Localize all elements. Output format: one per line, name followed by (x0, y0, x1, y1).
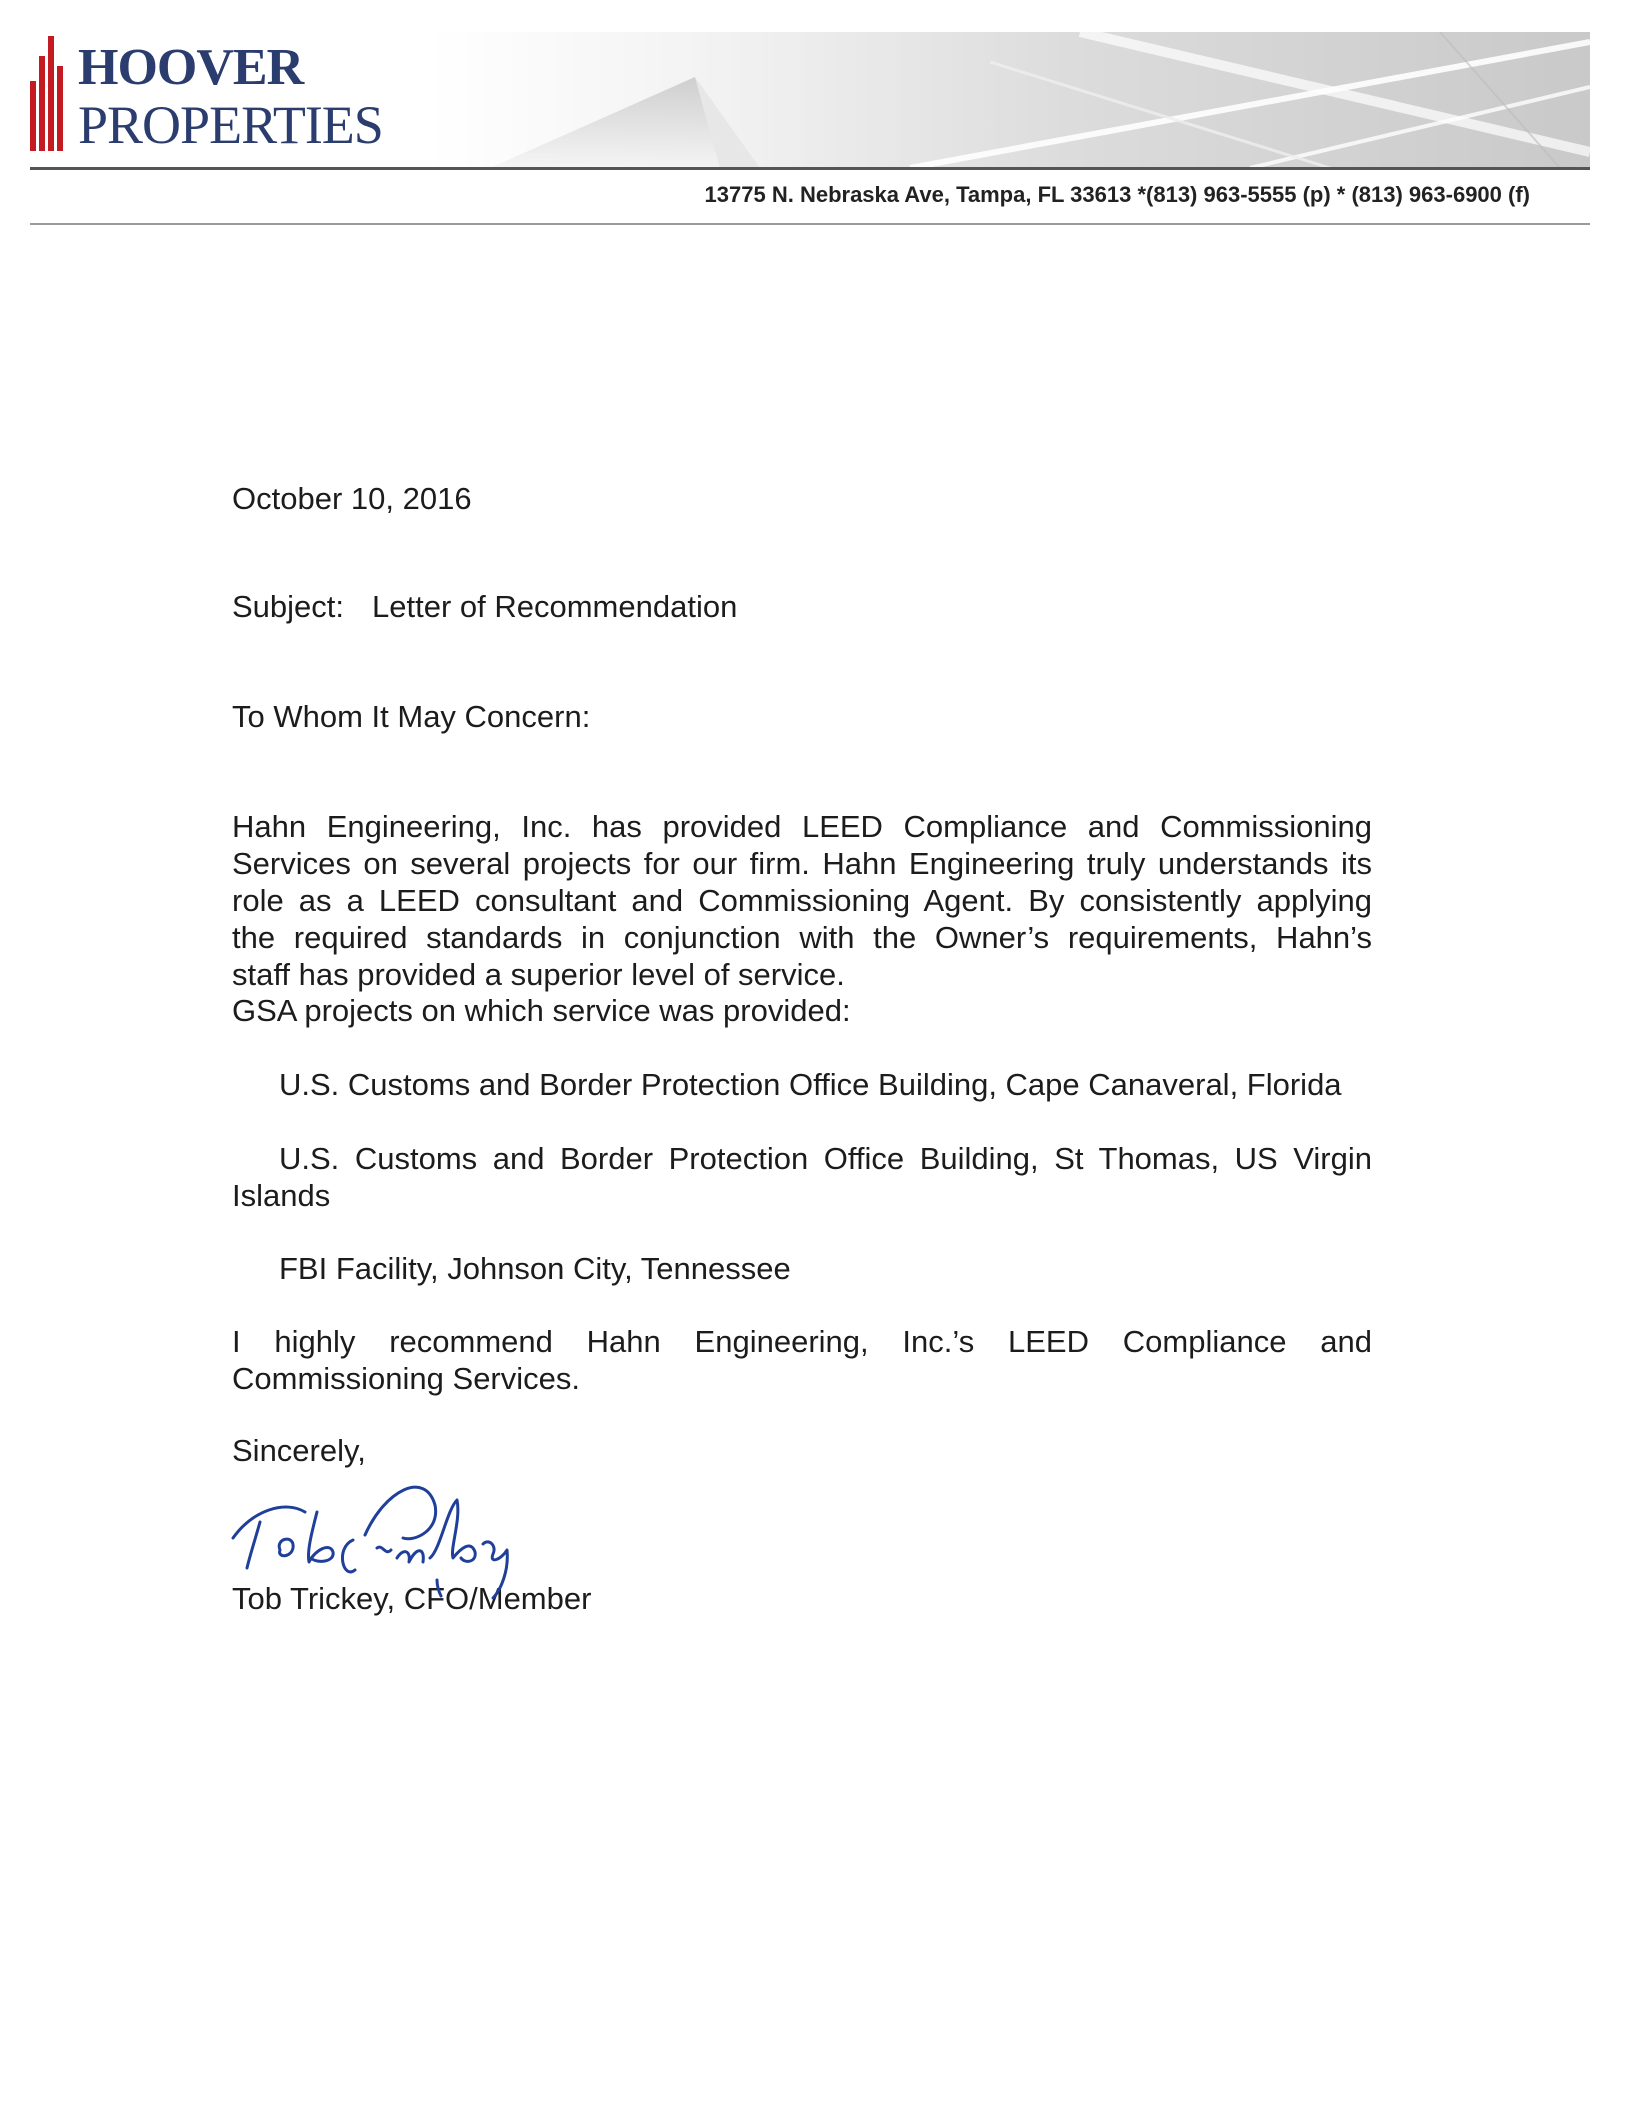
header-divider-bottom (30, 223, 1590, 225)
recommendation-line: Commissioning Services. (232, 1361, 580, 1396)
project-item: FBI Facility, Johnson City, Tennessee (279, 1251, 791, 1286)
paragraph-line: Hahn Engineering, Inc. has provided LEED Compliance and Commissioning (232, 809, 1372, 844)
letterhead (30, 30, 1590, 230)
letterhead-banner-graphic (430, 32, 1590, 168)
subject-label: Subject: (232, 589, 345, 624)
recommendation-paragraph (232, 1323, 1372, 1397)
paragraph-line: the required standards in conjunction with the Owner’s requirements, Hahn’s (232, 920, 1372, 955)
project-item: U.S. Customs and Border Protection Office Building, Cape Canaveral, Florida (279, 1067, 1342, 1102)
company-logo (30, 36, 390, 186)
subject-text: Letter of Recommendation (372, 589, 738, 624)
header-divider-top (30, 167, 1590, 170)
closing: Sincerely, (232, 1433, 366, 1468)
signer-name: Tob Trickey, CFO/Member (232, 1581, 592, 1616)
company-address: 13775 N. Nebraska Ave, Tampa, FL 33613 *(813) 963-5555 (p) * (813) 963-6900 (f) (704, 182, 1530, 207)
salutation: To Whom It May Concern: (232, 699, 591, 734)
project-item: U.S. Customs and Border Protection Office Building, St Thomas, US Virgin Islands (232, 1141, 1372, 1213)
logo-text-line1: HOOVER (78, 39, 304, 96)
letter-subject-line (232, 588, 1372, 625)
paragraph-line: Services on several projects for our firm. Hahn Engineering truly understands its (232, 846, 1372, 881)
letter-date: October 10, 2016 (232, 481, 472, 516)
logo-text-line2: PROPERTIES (78, 95, 383, 155)
paragraph-line: role as a LEED consultant and Commissioning Agent. By consistently applying (232, 883, 1372, 918)
paragraph-line: staff has provided a superior level of service. (232, 957, 845, 992)
handwritten-signature (225, 1430, 555, 1600)
logo-bars-icon (30, 36, 70, 151)
body-paragraph (232, 808, 1372, 993)
projects-intro: GSA projects on which service was provided: (232, 993, 851, 1028)
recommendation-line: I highly recommend Hahn Engineering, Inc.’s LEED Compliance and (232, 1324, 1372, 1359)
